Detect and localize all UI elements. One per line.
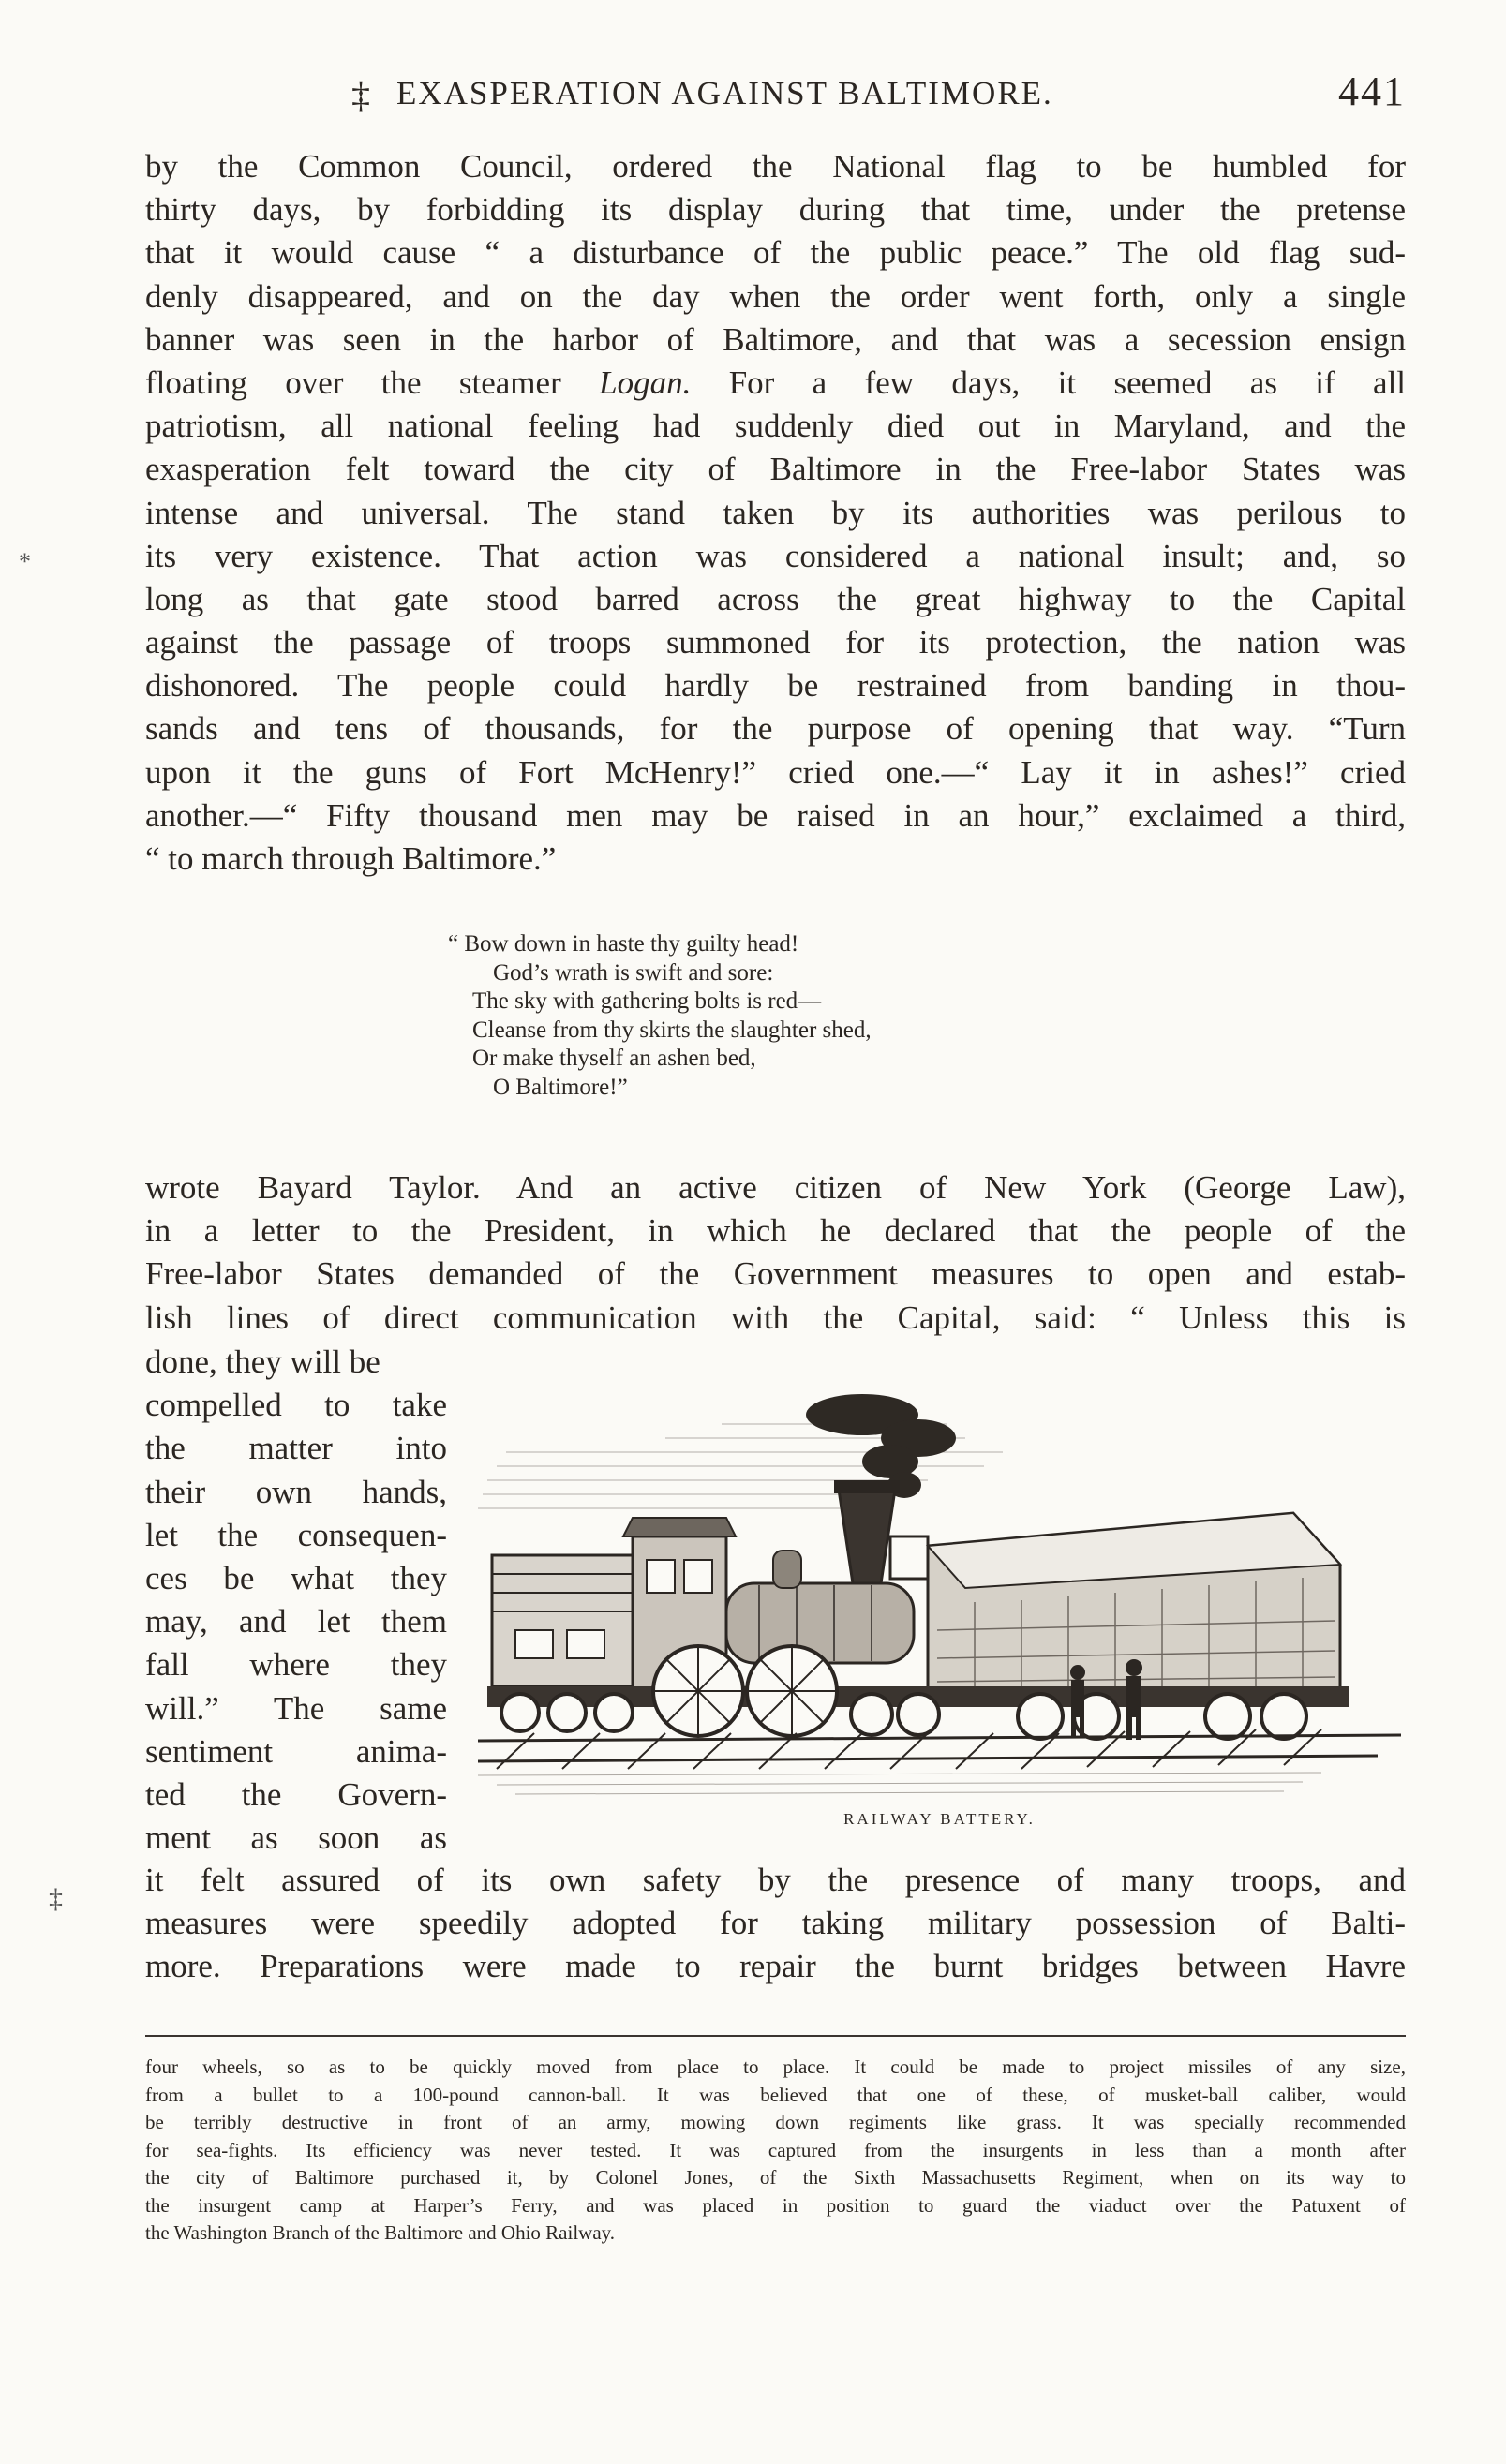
margin-mark: ‡ — [49, 1883, 63, 1914]
footnote-line: the city of Baltimore purchased it, by Colonel Jones, of the Sixth Massachusetts Regiment, when on its way to — [145, 2166, 1406, 2189]
text-line: sands and tens of thousands, for the purpose of opening that way. “Turn — [145, 710, 1406, 748]
text-line: may, and let them — [145, 1603, 447, 1640]
text-line: compelled to take — [145, 1387, 447, 1424]
text-line: banner was seen in the harbor of Baltimore, and that was a secession ensign — [145, 320, 1406, 358]
text-line: ment as soon as — [145, 1819, 447, 1857]
text-line: patriotism, all national feeling had suddenly died out in Maryland, and the — [145, 408, 1406, 445]
printer-mark: ‡ — [351, 74, 370, 116]
text-line: that it would cause “ a disturbance of the public peace.” The old flag sud- — [145, 234, 1406, 272]
running-head — [145, 64, 1406, 120]
text-line: sentiment anima- — [145, 1732, 447, 1770]
text-line: against the passage of troops summoned for its protection, the nation was — [145, 624, 1406, 661]
text-line: more. Preparations were made to repair the burnt bridges between Havre — [145, 1948, 1406, 1985]
text-line: let the consequen- — [145, 1516, 447, 1553]
text-line: long as that gate stood barred across the great highway to the Capital — [145, 580, 1406, 617]
paragraph-1 — [145, 145, 1406, 881]
text-line: by the Common Council, ordered the National flag to be humbled for — [145, 148, 1406, 185]
ship-name-italic: Logan. — [599, 364, 692, 401]
footnote-line: the insurgent camp at Harper’s Ferry, and was placed in position to guard the viaduct over the Patuxent of — [145, 2193, 1406, 2217]
footnote — [145, 2054, 1406, 2248]
text-line: fall where they — [145, 1646, 447, 1684]
wrapped-text-column — [145, 1341, 447, 1860]
poem-line: Cleanse from thy skirts the slaughter shed, — [472, 1017, 872, 1043]
text-line: it felt assured of its own safety by the presence of many troops, and — [145, 1862, 1406, 1898]
text-line — [145, 362, 1406, 405]
text-line: ces be what they — [145, 1559, 447, 1596]
text-line: upon it the guns of Fort McHenry!” cried one.—“ Lay it in ashes!” cried — [145, 753, 1406, 791]
text-line: lish lines of direct communication with the Capital, said: “ Unless this is — [145, 1299, 1406, 1336]
footnote-line: four wheels, so as to be quickly moved from place to place. It could be made to project missiles of any size, — [145, 2056, 1406, 2078]
running-title: EXASPERATION AGAINST BALTIMORE. — [396, 75, 1053, 111]
text-line: intense and universal. The stand taken by its authorities was perilous to — [145, 494, 1406, 531]
poem-quotation — [448, 930, 1104, 1103]
text-line: Free-labor States demanded of the Government measures to open and estab- — [145, 1255, 1406, 1293]
text-line: will.” The same — [145, 1689, 447, 1727]
paragraph-2 — [145, 1166, 1406, 1340]
text-line: in a letter to the President, in which he declared that the people of the — [145, 1212, 1406, 1250]
railway-battery-engraving — [478, 1349, 1401, 1828]
poem-line: “ Bow down in haste thy guilty head! — [448, 931, 799, 957]
text-line: thirty days, by forbidding its display during that time, under the pretense — [145, 191, 1406, 229]
text-line: the matter into — [145, 1430, 447, 1467]
footnote-line: from a bullet to a 100-pound cannon-ball. It was believed that one of these, of musket-ball caliber, would — [145, 2083, 1406, 2106]
text-line: wrote Bayard Taylor. And an active citizen of New York (George Law), — [145, 1169, 1406, 1206]
page-number: 441 — [1338, 68, 1406, 114]
text-line: dishonored. The people could hardly be restrained from banding in thou- — [145, 667, 1406, 705]
text-fragment: floating over the steamer — [145, 364, 561, 401]
locomotive-illustration — [478, 1349, 1401, 1799]
poem-line: God’s wrath is swift and sore: — [493, 959, 774, 986]
text-line: exasperation felt toward the city of Baltimore in the Free-labor States was — [145, 451, 1406, 488]
paragraph-3 — [145, 1859, 1406, 1989]
poem-line: Or make thyself an ashen bed, — [472, 1046, 756, 1072]
footnote-line: the Washington Branch of the Baltimore and Ohio Railway. — [145, 2221, 616, 2244]
text-line: another.—“ Fifty thousand men may be raised in an hour,” exclaimed a third, — [145, 796, 1406, 834]
text-line: their own hands, — [145, 1473, 447, 1510]
text-line: “ to march through Baltimore.” — [145, 840, 557, 877]
poem-line: O Baltimore!” — [493, 1074, 628, 1100]
footnote-rule — [145, 2035, 1406, 2037]
text-line: measures were speedily adopted for taking military possession of Balti- — [145, 1905, 1406, 1942]
text-line: ted the Govern- — [145, 1775, 447, 1813]
margin-mark: * — [19, 548, 31, 575]
footnote-line: for sea-fights. Its efficiency was never tested. It was captured from the insurgents in less than a month after — [145, 2138, 1406, 2161]
text-fragment: For a few days, it seemed as if all — [728, 364, 1407, 401]
footnote-line: be terribly destructive in front of an army, mowing down regiments like grass. It was specially recommended — [145, 2111, 1406, 2133]
poem-line: The sky with gathering bolts is red— — [472, 988, 822, 1015]
figure-caption: RAILWAY BATTERY. — [843, 1810, 1036, 1828]
text-line: done, they will be — [145, 1343, 380, 1380]
text-line: denly disappeared, and on the day when the order went forth, only a single — [145, 277, 1406, 315]
text-line: its very existence. That action was considered a national insult; and, so — [145, 537, 1406, 574]
